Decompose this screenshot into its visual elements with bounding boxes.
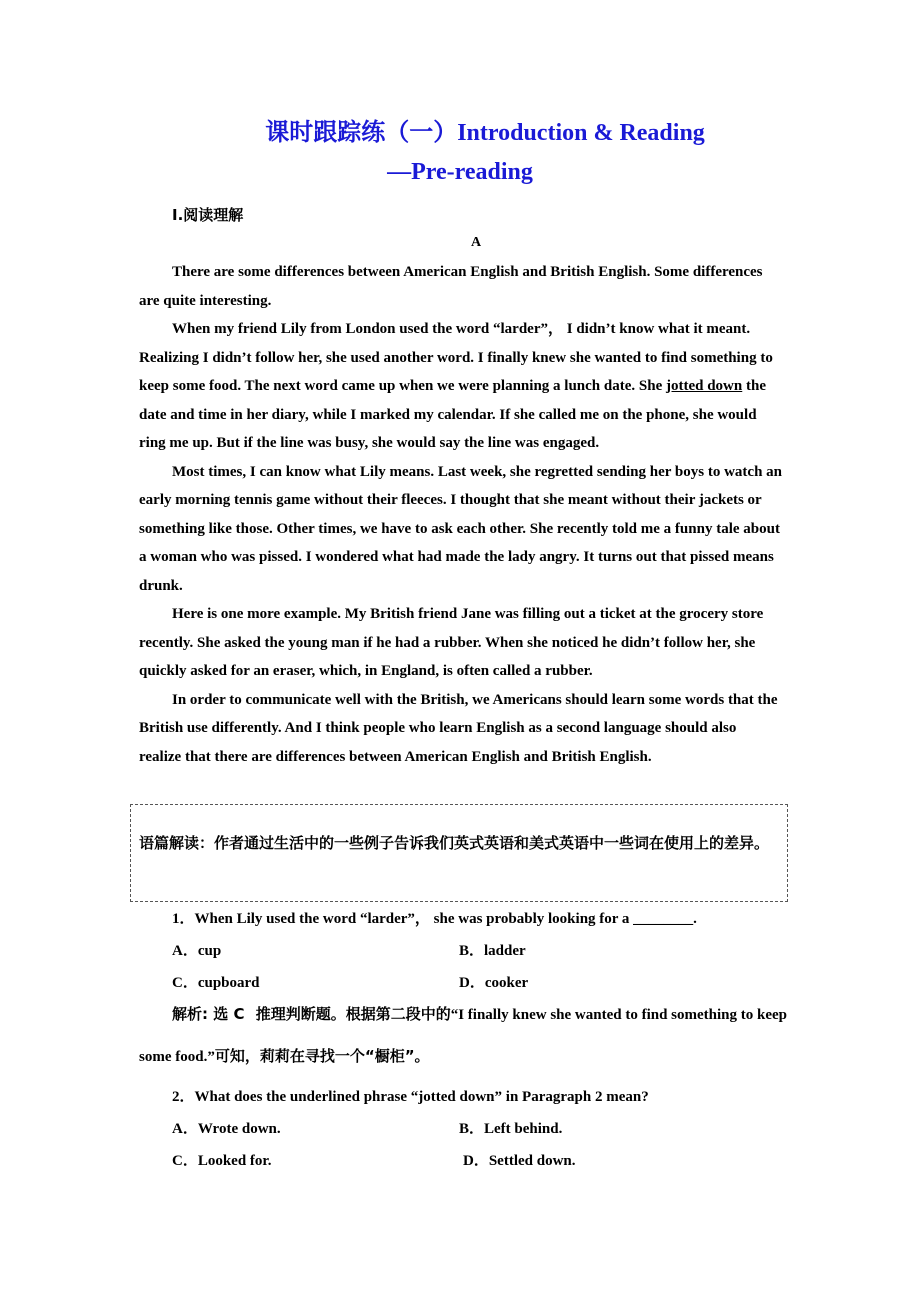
analysis-label: 解析: 选 C	[172, 1005, 245, 1023]
question-1-option-b[interactable]: B．ladder	[459, 943, 526, 959]
summary-label: 语篇解读	[139, 834, 200, 852]
page-subtitle: —Pre-reading	[387, 159, 533, 185]
analysis-quote: “I finally knew she wanted to find something to keep some food.”	[139, 1007, 788, 1065]
question-1-option-d[interactable]: D．cooker	[459, 975, 529, 991]
question-1-option-a[interactable]: A．cup	[172, 943, 222, 959]
question-2-option-c[interactable]: C．Looked for.	[172, 1153, 272, 1169]
paragraph-5: In order to communicate well with the British, we Americans should learn some words that the British use differently. And I think people who learn English as a second language should also realize that there are differences between American English and British English.	[139, 691, 778, 765]
question-2-option-b[interactable]: B．Left behind.	[459, 1121, 563, 1137]
passage-label: A	[470, 235, 482, 250]
question-2-option-d[interactable]: D．Settled down.	[463, 1153, 576, 1169]
analysis-type: 推理判断题。根据第二段中的	[255, 1005, 451, 1023]
paragraph-2	[139, 315, 782, 458]
passage-summary-box	[130, 804, 788, 902]
summary-text: 作者通过生活中的一些例子告诉我们英式英语和美式英语中一些词在使用上的差异。	[214, 834, 770, 852]
paragraph-3: Most times, I can know what Lily means. Last week, she regretted sending her boys to watch an early morning tennis game without their fleeces. I thought that she meant without their jackets or something like those. Other times, we have to ask each other. She recently told me a funny tale about a woman who was pissed. I wondered what had made the lady angry. It turns out that pissed means drunk.	[139, 463, 783, 594]
page-title: 课时跟踪练（一）Introduction & Reading	[265, 120, 705, 146]
section-heading: Ⅰ.阅读理解	[172, 206, 244, 224]
question-2-stem: 2．What does the underlined phrase “jotted down” in Paragraph 2 mean?	[172, 1089, 649, 1105]
paragraph-2-start: When my friend Lily from London used the word “larder”， I didn’t know what it meant. Realizing I didn’t follow her, she used another word. I finally knew she wanted to find something to keep some food. The next word came up when we were planning a lunch date. She	[139, 321, 773, 394]
paragraph-2-end: the date and time in her diary, while I marked my calendar. If she called me on the phone, she would ring me up. But if the line was busy, she would say the line was engaged.	[139, 378, 766, 451]
summary-colon: ：	[199, 834, 215, 852]
question-1-analysis	[139, 994, 789, 1078]
question-1-option-c[interactable]: C．cupboard	[172, 975, 260, 991]
question-2-option-a[interactable]: A．Wrote down.	[172, 1121, 281, 1137]
question-1-stem: 1．When Lily used the word “larder”， she was probably looking for a ________.	[172, 911, 697, 927]
paragraph-4: Here is one more example. My British friend Jane was filling out a ticket at the grocery store recently. She asked the young man if he had a rubber. When she noticed he didn’t follow her, she quickly asked for an eraser, which, in England, is often called a rubber.	[139, 606, 764, 679]
analysis-conclusion: 可知，莉莉在寻找一个“橱柜”。	[214, 1047, 430, 1065]
paragraph-1: There are some differences between American English and British English. Some differences are quite interesting.	[139, 264, 763, 309]
underlined-phrase: jotted down	[665, 378, 743, 394]
reading-passage	[139, 258, 782, 771]
